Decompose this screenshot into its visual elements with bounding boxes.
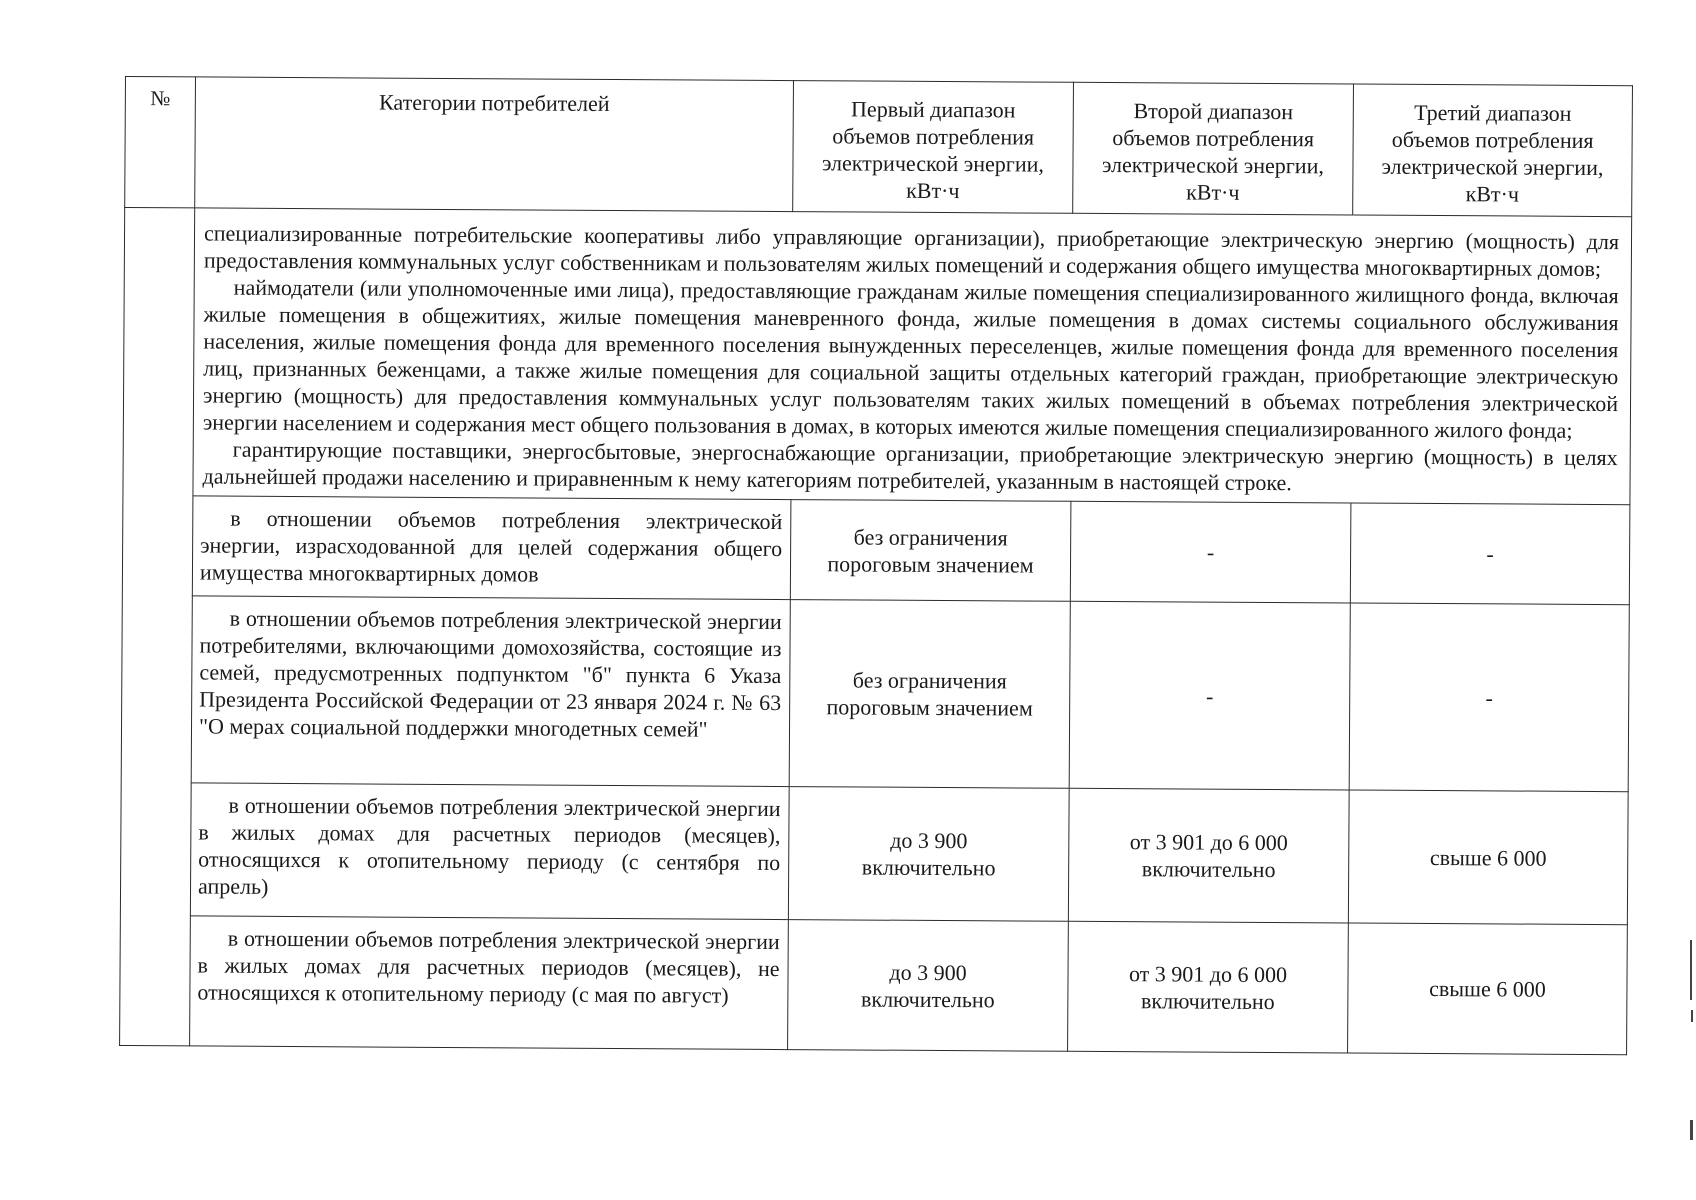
header-range-1-line: объемов потребления	[832, 123, 1035, 150]
header-range-1-line: электрической энергии,	[821, 150, 1044, 177]
table-row	[121, 595, 1629, 791]
header-range-2-line: объемов потребления	[1112, 125, 1315, 152]
value-line: включительно	[1140, 987, 1275, 1014]
header-range-3-line: Третий диапазон	[1414, 99, 1572, 126]
header-range-1	[793, 81, 1074, 214]
header-range-3-line: кВт·ч	[1465, 181, 1520, 207]
header-number: №	[125, 77, 196, 208]
range-2-value	[1069, 601, 1350, 790]
header-range-2-line: Второй диапазон	[1133, 98, 1294, 125]
value-line: пороговым значением	[826, 694, 1033, 721]
scan-artifact	[1690, 940, 1692, 1000]
value-line: свыше 6 000	[1429, 975, 1546, 1002]
value-line: -	[1485, 684, 1493, 710]
scan-artifact	[1691, 1010, 1693, 1022]
table-row	[120, 915, 1628, 1054]
category-cell: в отношении объемов потребления электрической энергии в жилых домах для расчетных периодов (месяцев), не относящихся к отопительному периоду (с мая по август)	[190, 916, 789, 1050]
range-3-value	[1348, 923, 1628, 1055]
range-2-value	[1070, 501, 1351, 603]
header-category: Категории потребителей	[195, 77, 794, 212]
range-3-value	[1349, 603, 1629, 792]
value-line: от 3 901 до 6 000	[1128, 960, 1288, 987]
row-number-cell	[120, 208, 195, 1046]
range-2-value	[1068, 788, 1349, 923]
value-line: без ограничения	[853, 523, 1008, 550]
value-line: пороговым значением	[827, 550, 1034, 578]
consumer-list-cell	[193, 208, 1632, 505]
scan-artifact	[1690, 1120, 1693, 1140]
value-line: -	[1486, 541, 1494, 567]
range-1-value	[789, 600, 1070, 789]
header-range-2-line: электрической энергии,	[1101, 151, 1324, 179]
range-1-value	[790, 500, 1071, 602]
intro-paragraph: наймодатели (или уполномоченные ими лица), предоставляющие гражданам жилые помещения специализированного жилищного фонда, включая жилые помещения в общежитиях, жилые помещения маневренного фонда, жилые помещения в домах системы социального обслуживания населения, жилые помещения фонда для временного поселения вынужденных переселенцев, жилые помещения фонда для временного поселения лиц, признанных беженцами, а также жилые помещения для социальной защиты отдельных категорий граждан, приобретающие электрическую энергию (мощность) для предоставления коммунальных услуг пользователям таких жилых помещений в объемах потребления электрической энергии населением и содержания мест общего пользования в домах, в которых имеются жилые помещения специализированного жилого фонда;	[202, 274, 1619, 443]
intro-row	[123, 208, 1632, 505]
range-1-value	[788, 920, 1069, 1052]
value-line: без ограничения	[852, 667, 1007, 694]
header-range-3-line: электрической энергии,	[1381, 153, 1604, 181]
category-cell: в отношении объемов потребления электрической энергии, израсходованной для целей содержания общего имущества многоквартирных домов	[192, 496, 791, 600]
header-range-3-line: объемов потребления	[1391, 126, 1594, 153]
value-line: -	[1206, 539, 1215, 565]
range-1-value	[788, 787, 1069, 922]
range-2-value	[1068, 921, 1349, 1053]
range-3-value	[1348, 790, 1628, 925]
category-cell: в отношении объемов потребления электрической энергии в жилых домах для расчетных периодов (месяцев), относящихся к отопительному периоду (с сентября по апрель)	[190, 783, 789, 920]
value-line: от 3 901 до 6 000	[1129, 829, 1288, 856]
value-line: включительно	[861, 854, 996, 881]
category-cell: в отношении объемов потребления электрической энергии потребителями, включающими домохозяйства, состоящие из семей, предусмотренных подпунктом "б" пункта 6 Указа Президента Российской Федерации от 23 января 2024 г. № 63 "О мерах социальной поддержки многодетных семей"	[191, 596, 790, 787]
header-range-1-line: Первый диапазон	[851, 96, 1016, 123]
value-line: до 3 900	[890, 827, 968, 854]
header-range-1-line: кВт·ч	[906, 177, 960, 204]
header-range-2-line: кВт·ч	[1186, 179, 1240, 205]
value-line: до 3 900	[889, 959, 967, 985]
table-row	[120, 782, 1628, 924]
header-range-2	[1073, 82, 1354, 215]
tariff-table	[119, 76, 1633, 1055]
value-line: включительно	[1141, 856, 1276, 883]
value-line: -	[1205, 683, 1214, 709]
intro-paragraph: гарантирующие поставщики, энергосбытовые, энергоснабжающие организации, приобретающие электрическую энергию (мощность) в целях дальнейшей продажи населению и приравненным к нему категориям потребителей, указанным в настоящей строке.	[202, 436, 1618, 496]
range-3-value	[1350, 503, 1630, 605]
table-header-row	[125, 77, 1633, 217]
header-range-3	[1353, 84, 1633, 217]
intro-paragraph: специализированные потребительские кооперативы либо управляющие организации), приобретающие электрическую энергию (мощность) для предоставления коммунальных услуг собственникам и пользователям жилых помещений и содержания общего имущества многоквартирных домов;	[203, 220, 1620, 282]
value-line: свыше 6 000	[1429, 844, 1547, 871]
table-row	[122, 495, 1630, 604]
value-line: включительно	[860, 986, 995, 1012]
